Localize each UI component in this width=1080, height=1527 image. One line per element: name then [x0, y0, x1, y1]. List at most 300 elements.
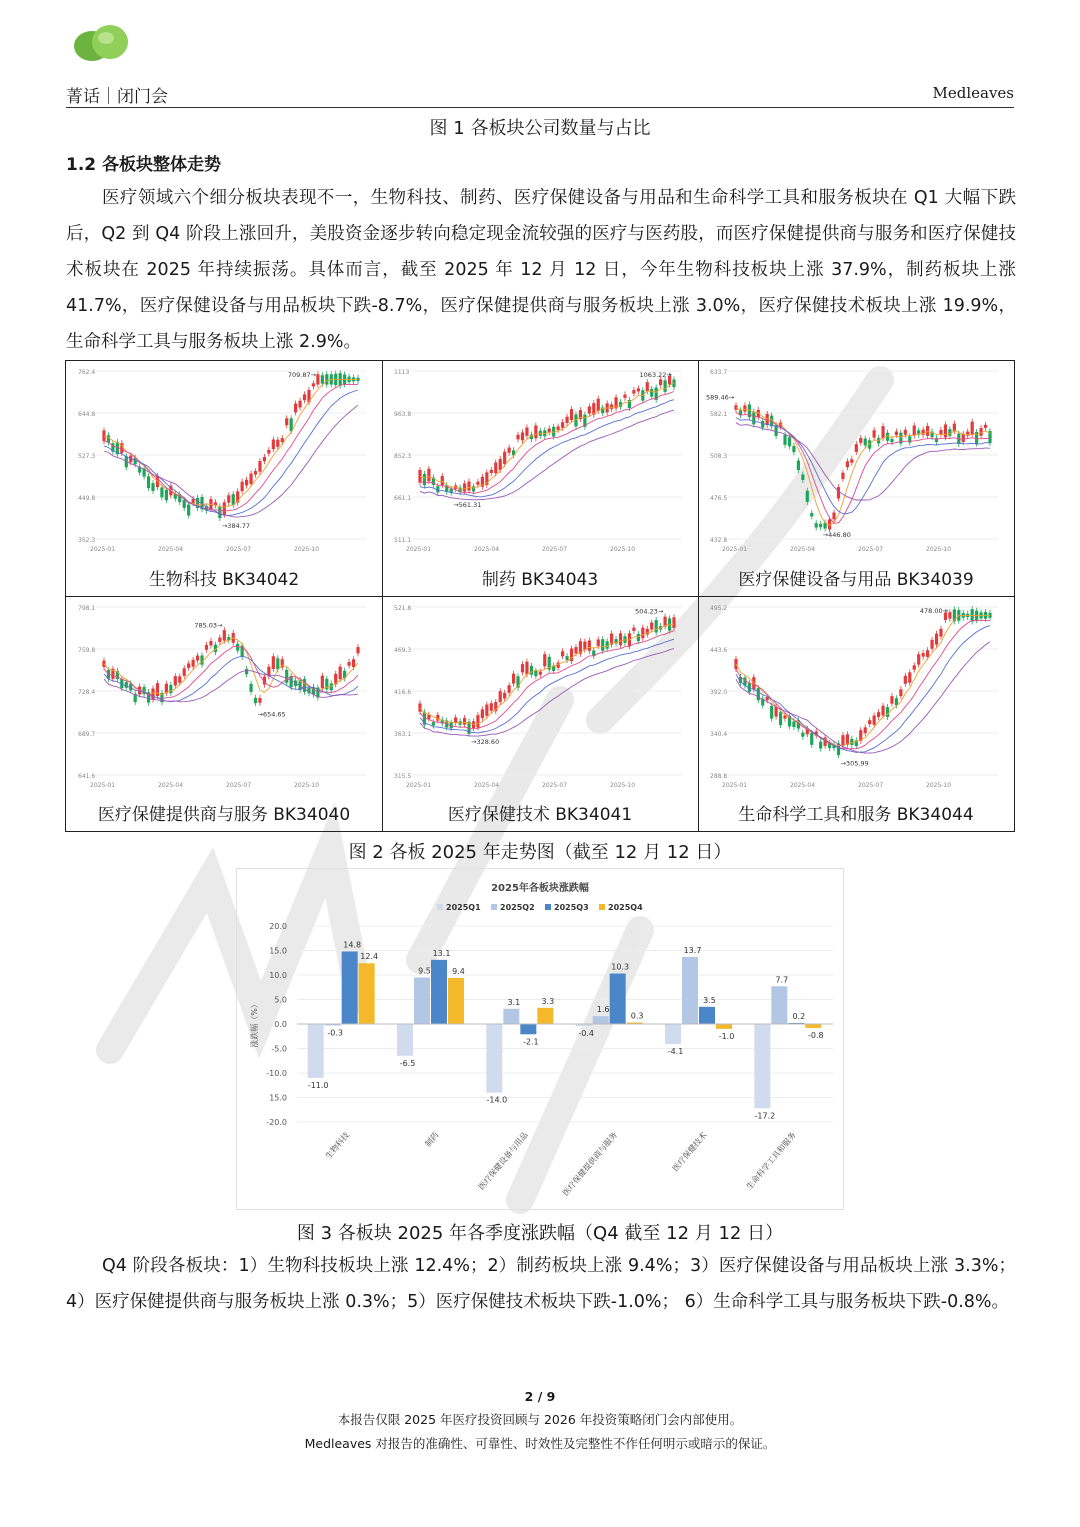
- y-tick-label: 963.8: [394, 411, 412, 418]
- candle-body: [930, 640, 933, 649]
- candle-body: [877, 438, 880, 443]
- y-axis-label: 涨跌幅（%）: [250, 1000, 259, 1048]
- candle-body: [971, 422, 974, 434]
- bar-value-label: 9.5: [418, 966, 431, 976]
- bar-value-label: -0.8: [808, 1030, 824, 1040]
- candle-body: [485, 705, 488, 716]
- sector-panel: [382, 597, 699, 831]
- candle-body: [285, 670, 288, 683]
- candle-body: [151, 483, 154, 491]
- candle-body: [223, 630, 226, 640]
- candle-body: [783, 435, 786, 445]
- y-tick-label: 20.0: [269, 922, 287, 931]
- candle-body: [245, 669, 248, 674]
- header-divider: [66, 107, 1014, 108]
- moving-average-line: [420, 639, 674, 733]
- candle-body: [423, 474, 426, 485]
- candle-body: [476, 715, 479, 727]
- candle-body: [521, 432, 524, 440]
- y-tick-label: 641.6: [78, 773, 96, 780]
- candle-body: [272, 440, 275, 450]
- candle-body: [864, 439, 867, 446]
- sector-panel-label: 医疗保健提供商与服务 BK34040: [97, 805, 351, 825]
- candle-body: [490, 703, 493, 710]
- candle-body: [298, 401, 301, 408]
- candle-body: [521, 664, 524, 672]
- sector-panel: [698, 361, 1014, 597]
- y-tick-label: 759.8: [78, 647, 96, 654]
- candle-body: [347, 662, 350, 666]
- moving-average-line: [736, 408, 990, 526]
- candle-body: [561, 651, 564, 656]
- candle-body: [499, 691, 502, 702]
- candle-body: [565, 656, 568, 660]
- candle-body: [160, 487, 163, 497]
- candle-body: [294, 404, 297, 413]
- bar: [486, 1024, 502, 1093]
- y-tick-label: 798.1: [78, 605, 96, 612]
- low-value-label: →328.60: [471, 737, 500, 746]
- candle-body: [472, 721, 475, 728]
- x-tick-label: 2025-10: [610, 782, 636, 789]
- candle-body: [276, 658, 279, 669]
- candle-body: [734, 659, 737, 669]
- candle-body: [151, 689, 154, 700]
- candle-body: [881, 706, 884, 716]
- bar-value-label: 7.7: [775, 975, 789, 985]
- candle-body: [650, 623, 653, 630]
- candle-body: [321, 375, 324, 383]
- candle-body: [325, 374, 328, 384]
- brand-left: 菁话｜闭门会: [66, 87, 168, 107]
- bar: [342, 951, 358, 1024]
- x-tick-label: 2025-01: [406, 546, 432, 553]
- candle-body: [565, 417, 568, 423]
- bar-value-label: 3.1: [507, 997, 521, 1007]
- candle-body: [543, 654, 546, 666]
- candle-body: [187, 505, 190, 516]
- bar-value-label: -6.5: [399, 1058, 416, 1068]
- low-value-label: →446.80: [822, 531, 851, 539]
- candle-body: [227, 495, 230, 502]
- candle-body: [939, 629, 942, 637]
- bar-value-label: -14.0: [486, 1095, 508, 1105]
- sector-panel: [698, 597, 1014, 831]
- bar: [610, 974, 626, 1024]
- low-value-label: →305.99: [840, 759, 869, 768]
- x-tick-label: 2025-07: [542, 546, 568, 553]
- candle-body: [632, 628, 635, 631]
- y-tick-label: 633.7: [710, 369, 728, 376]
- x-tick-label: 2025-04: [474, 782, 500, 789]
- legend-label: 2025Q3: [554, 903, 589, 912]
- moving-average-line: [420, 383, 674, 489]
- bar-value-label: 0.2: [792, 1012, 806, 1022]
- sector-panel-label: 制药 BK34043: [481, 570, 599, 590]
- moving-average-line: [736, 413, 990, 524]
- candle-body: [467, 482, 470, 491]
- candle-body: [908, 436, 911, 442]
- candle-body: [178, 676, 181, 682]
- bar-value-label: -0.3: [327, 1028, 343, 1038]
- bar: [308, 1024, 324, 1078]
- category-label: 医疗保健技术: [670, 1130, 709, 1174]
- y-tick-label: 443.6: [710, 647, 728, 654]
- candle-body: [908, 672, 911, 682]
- candle-body: [846, 461, 849, 467]
- moving-average-line: [104, 379, 358, 507]
- bar-value-label: 10.3: [611, 962, 630, 972]
- moving-average-line: [736, 615, 990, 745]
- candle-body: [610, 405, 613, 409]
- candle-body: [432, 722, 435, 725]
- candle-body: [490, 470, 493, 473]
- bar-value-label: -2.1: [523, 1037, 539, 1047]
- candle-body: [303, 394, 306, 400]
- candle-body: [147, 476, 150, 488]
- y-tick-label: 363.1: [394, 731, 412, 738]
- x-tick-label: 2025-01: [90, 546, 116, 553]
- figure3-caption: 图 3 各板块 2025 年各季度涨跌幅（Q4 截至 12 月 12 日）: [296, 1223, 784, 1244]
- candle-body: [806, 491, 809, 502]
- page-number: 2 / 9: [524, 1389, 556, 1404]
- candle-body: [588, 640, 591, 650]
- low-value-label: →654.65: [257, 710, 286, 719]
- candle-body: [832, 513, 835, 520]
- candle-body: [819, 742, 822, 749]
- y-tick-label: 10.0: [269, 971, 287, 980]
- moving-average-line: [104, 656, 358, 701]
- bar: [520, 1024, 536, 1034]
- category-label: 生物科技: [323, 1130, 352, 1161]
- x-tick-label: 2025-04: [474, 546, 500, 553]
- candle-body: [855, 444, 858, 452]
- candle-body: [258, 698, 261, 703]
- y-tick-label: 689.7: [78, 731, 96, 738]
- candle-body: [316, 374, 319, 384]
- candlestick-chart: [66, 361, 378, 561]
- candle-body: [637, 634, 640, 641]
- y-tick-label: 511.1: [394, 537, 412, 544]
- y-tick-label: 392.0: [710, 689, 728, 696]
- candle-body: [944, 424, 947, 437]
- candle-body: [512, 674, 515, 684]
- bar: [682, 957, 698, 1024]
- sector-panel-label: 生命科学工具和服务 BK34044: [738, 805, 974, 825]
- bar-value-label: 1.6: [596, 1005, 610, 1015]
- candle-body: [254, 698, 257, 703]
- candle-body: [841, 473, 844, 479]
- candle-body: [192, 660, 195, 667]
- x-tick-label: 2025-01: [722, 782, 748, 789]
- candle-body: [810, 733, 813, 745]
- candle-body: [850, 459, 853, 463]
- legend-swatch: [545, 904, 551, 910]
- y-tick-label: 1113: [394, 369, 410, 376]
- sector-panel-label: 生物科技 BK34042: [148, 570, 300, 590]
- bar: [805, 1024, 821, 1028]
- candle-body: [272, 656, 275, 669]
- candle-body: [837, 487, 840, 498]
- high-value-label: 589.46→: [706, 393, 735, 402]
- x-tick-label: 2025-10: [926, 546, 952, 553]
- candle-body: [125, 682, 128, 688]
- candle-body: [352, 659, 355, 667]
- x-tick-label: 2025-10: [294, 546, 320, 553]
- y-tick-label: 661.1: [394, 495, 412, 502]
- figure1-caption: 图 1 各板块公司数量与占比: [429, 118, 651, 139]
- bar-chart-svg: [237, 869, 843, 1209]
- candle-body: [895, 698, 898, 705]
- candle-body: [499, 459, 502, 470]
- candle-body: [797, 461, 800, 471]
- candle-body: [570, 409, 573, 420]
- section-paragraph-text: 医疗领域六个细分板块表现不一，生物科技、制药、医疗保健设备与用品和生命科学工具和服务板块在 Q1 大幅下跌后，Q2 到 Q4 阶段上涨回升，美股资金逐步转向稳定现金流较强的医疗与医药股，而医疗保健提供商与服务和医疗保健技术板块在 2025 年持续振荡。具体而言，截至 2025 年 12 月 12 日，今年生物科技板块上涨 37.9%，制药板块上涨 41.7%，医疗保健设备与用品板块下跌-8.7%，医疗保健提供商与服务板块上涨 3.0%，医疗保健技术板块上涨 19.9%，生命科学工具与服务板块上涨 2.9%。: [66, 188, 1016, 352]
- candle-body: [321, 676, 324, 688]
- candle-body: [597, 640, 600, 646]
- footer-line1: 本报告仅限 2025 年医疗投资回顾与 2026 年投资策略闭门会内部使用。: [337, 1412, 743, 1427]
- candle-body: [249, 684, 252, 692]
- bar-value-label: -11.0: [307, 1080, 329, 1090]
- x-tick-label: 2025-10: [294, 782, 320, 789]
- y-tick-label: -20.0: [266, 1118, 287, 1127]
- bar: [359, 963, 375, 1024]
- x-tick-label: 2025-04: [158, 546, 184, 553]
- x-tick-label: 2025-07: [858, 782, 884, 789]
- candle-body: [632, 390, 635, 394]
- bar-value-label: 13.1: [432, 948, 451, 958]
- bar-value-label: -0.4: [578, 1028, 594, 1038]
- candle-body: [463, 483, 466, 491]
- category-label: 制药: [423, 1130, 441, 1149]
- candle-body: [899, 689, 902, 696]
- candle-body: [663, 380, 666, 392]
- candle-body: [619, 633, 622, 645]
- brand-right: Medleaves: [932, 84, 1014, 102]
- moving-average-line: [104, 405, 358, 517]
- bar-value-label: -4.1: [667, 1047, 684, 1057]
- category-label: 生命科学工具和服务: [744, 1130, 798, 1192]
- candle-body: [881, 426, 884, 438]
- moving-average-line: [420, 400, 674, 497]
- candle-body: [218, 506, 221, 518]
- candle-body: [757, 688, 760, 700]
- q4-paragraph-text: Q4 阶段各板块：1）生物科技板块上涨 12.4%；2）制药板块上涨 9.4%；3）医疗保健设备与用品板块上涨 3.3%；4）医疗保健提供商与服务板块上涨 0.3%；5）医疗保健技术板块下跌-1.0%； 6）生命科学工具与服务板块下跌-0.8%。: [66, 1256, 1016, 1312]
- candle-body: [525, 428, 528, 436]
- x-tick-label: 2025-01: [722, 546, 748, 553]
- high-value-label: 785.03→: [194, 621, 223, 630]
- candle-body: [276, 440, 279, 447]
- y-tick-label: -10.0: [266, 1069, 287, 1078]
- high-value-label: 1063.22→: [639, 371, 672, 379]
- bar-value-label: -17.2: [754, 1111, 776, 1121]
- bar-value-label: 9.4: [452, 966, 465, 976]
- candlestick-chart: [382, 361, 694, 561]
- candle-body: [254, 471, 257, 475]
- x-tick-label: 2025-04: [790, 546, 816, 553]
- candle-body: [205, 645, 208, 650]
- candle-body: [174, 676, 177, 685]
- category-label: 医疗保健提供商与服务: [560, 1130, 620, 1198]
- moving-average-line: [104, 670, 358, 701]
- moving-average-line: [736, 620, 990, 749]
- y-tick-label: 728.4: [78, 689, 96, 696]
- candle-body: [281, 438, 284, 442]
- bar: [431, 960, 447, 1024]
- y-tick-label: -5.0: [271, 1044, 287, 1054]
- footer-line2: Medleaves 对报告的准确性、可靠性、时效性及完整性不作任何明示或暗示的保证。: [304, 1436, 776, 1451]
- y-tick-label: 449.8: [78, 495, 96, 502]
- candle-body: [534, 671, 537, 676]
- candle-body: [801, 474, 804, 479]
- candle-body: [258, 461, 261, 472]
- x-tick-label: 2025-07: [226, 546, 252, 553]
- candle-body: [868, 720, 871, 724]
- candle-body: [890, 696, 893, 704]
- candle-body: [873, 430, 876, 437]
- bar-value-label: 3.3: [541, 996, 555, 1006]
- section-title: 1.2 各板块整体走势: [66, 155, 222, 175]
- legend-swatch: [491, 904, 497, 910]
- high-value-label: 478.00→: [919, 607, 949, 615]
- sector-panel-label: 医疗保健技术 BK34041: [447, 805, 633, 825]
- candle-body: [913, 425, 916, 435]
- bar-value-label: -1.0: [718, 1031, 735, 1041]
- y-tick-label: 0.0: [274, 1020, 287, 1029]
- x-tick-label: 2025-10: [926, 782, 952, 789]
- x-tick-label: 2025-10: [610, 546, 636, 553]
- candle-body: [859, 438, 862, 443]
- q4-paragraph: [66, 1248, 1016, 1320]
- candle-body: [241, 482, 244, 492]
- candlestick-chart: [698, 361, 1010, 561]
- candle-body: [165, 490, 168, 500]
- candle-body: [263, 457, 266, 461]
- bar-value-label: 0.3: [630, 1011, 644, 1021]
- x-tick-label: 2025-01: [406, 782, 432, 789]
- candle-body: [290, 418, 293, 431]
- candle-body: [815, 523, 818, 527]
- candle-body: [503, 693, 506, 699]
- high-value-label: 504.23→: [635, 607, 664, 616]
- candle-body: [877, 712, 880, 717]
- candle-body: [672, 617, 675, 628]
- candle-body: [953, 424, 956, 432]
- candle-body: [588, 406, 591, 413]
- candle-body: [810, 513, 813, 516]
- bar-value-label: 12.4: [360, 952, 379, 962]
- figure2-caption: 图 2 各板 2025 年走势图（截至 12 月 12 日）: [348, 842, 732, 863]
- candle-body: [819, 524, 822, 527]
- chart-title: 2025年各板块涨跌幅: [491, 883, 589, 894]
- y-tick-label: 340.4: [710, 731, 728, 738]
- y-tick-label: 315.5: [394, 773, 412, 780]
- candle-body: [922, 653, 925, 657]
- candle-body: [939, 430, 942, 434]
- candle-body: [223, 502, 226, 514]
- candle-body: [441, 476, 444, 485]
- candle-body: [534, 426, 537, 439]
- y-tick-label: 527.3: [78, 453, 96, 460]
- bar: [771, 986, 787, 1024]
- candle-body: [637, 388, 640, 391]
- category-label: 医疗保健设备与用品: [476, 1130, 530, 1192]
- bar: [754, 1024, 770, 1108]
- y-tick-label: 288.8: [710, 773, 728, 780]
- candle-body: [516, 435, 519, 440]
- candle-body: [169, 685, 172, 693]
- sector-panel: [382, 361, 699, 597]
- candle-body: [218, 638, 221, 642]
- y-tick-label: 762.4: [78, 369, 96, 376]
- candle-body: [503, 452, 506, 464]
- candle-body: [267, 450, 270, 454]
- candle-body: [873, 716, 876, 725]
- x-tick-label: 2025-04: [790, 782, 816, 789]
- bar: [448, 978, 464, 1024]
- candle-body: [966, 432, 969, 436]
- candle-body: [481, 709, 484, 718]
- candle-body: [962, 434, 965, 442]
- candle-body: [463, 718, 466, 725]
- candle-body: [209, 641, 212, 646]
- candle-body: [850, 739, 853, 745]
- bar: [537, 1008, 553, 1024]
- x-tick-label: 2025-07: [858, 546, 884, 553]
- candle-body: [427, 469, 430, 481]
- legend-label: 2025Q2: [500, 903, 535, 912]
- candle-body: [183, 500, 186, 508]
- y-tick-label: 432.8: [710, 537, 728, 544]
- candle-body: [623, 395, 626, 398]
- legend-swatch: [437, 904, 443, 910]
- candle-body: [864, 727, 867, 733]
- candle-body: [165, 684, 168, 693]
- y-tick-label: 852.3: [394, 453, 412, 460]
- candle-body: [904, 676, 907, 684]
- y-tick-label: 495.2: [710, 605, 728, 612]
- y-tick-label: 416.6: [394, 689, 412, 696]
- bar-value-label: 14.8: [343, 940, 362, 950]
- candle-body: [792, 721, 795, 727]
- y-tick-label: 582.1: [710, 411, 728, 418]
- candle-body: [913, 665, 916, 669]
- candle-body: [641, 628, 644, 639]
- candle-body: [801, 733, 804, 737]
- moving-average-line: [736, 642, 990, 753]
- x-tick-label: 2025-07: [542, 782, 568, 789]
- green-leaves-icon: [70, 18, 132, 68]
- candle-body: [454, 717, 457, 722]
- candlestick-chart: [382, 597, 694, 797]
- candlestick-chart: [66, 597, 378, 797]
- sector-panel-label: 医疗保健设备与用品 BK34039: [738, 570, 974, 590]
- bar: [716, 1024, 732, 1029]
- candle-body: [557, 426, 560, 429]
- candle-body: [904, 430, 907, 435]
- candle-body: [476, 482, 479, 485]
- candle-body: [356, 647, 359, 653]
- moving-average-line: [736, 423, 990, 500]
- bar-value-label: 3.5: [703, 995, 716, 1005]
- bar: [503, 1009, 519, 1024]
- sector-trend-grid: [65, 360, 1015, 832]
- quarterly-change-chart: [236, 868, 844, 1210]
- candle-body: [792, 446, 795, 452]
- candle-body: [156, 683, 159, 696]
- moving-average-line: [104, 638, 358, 695]
- candle-body: [196, 656, 199, 661]
